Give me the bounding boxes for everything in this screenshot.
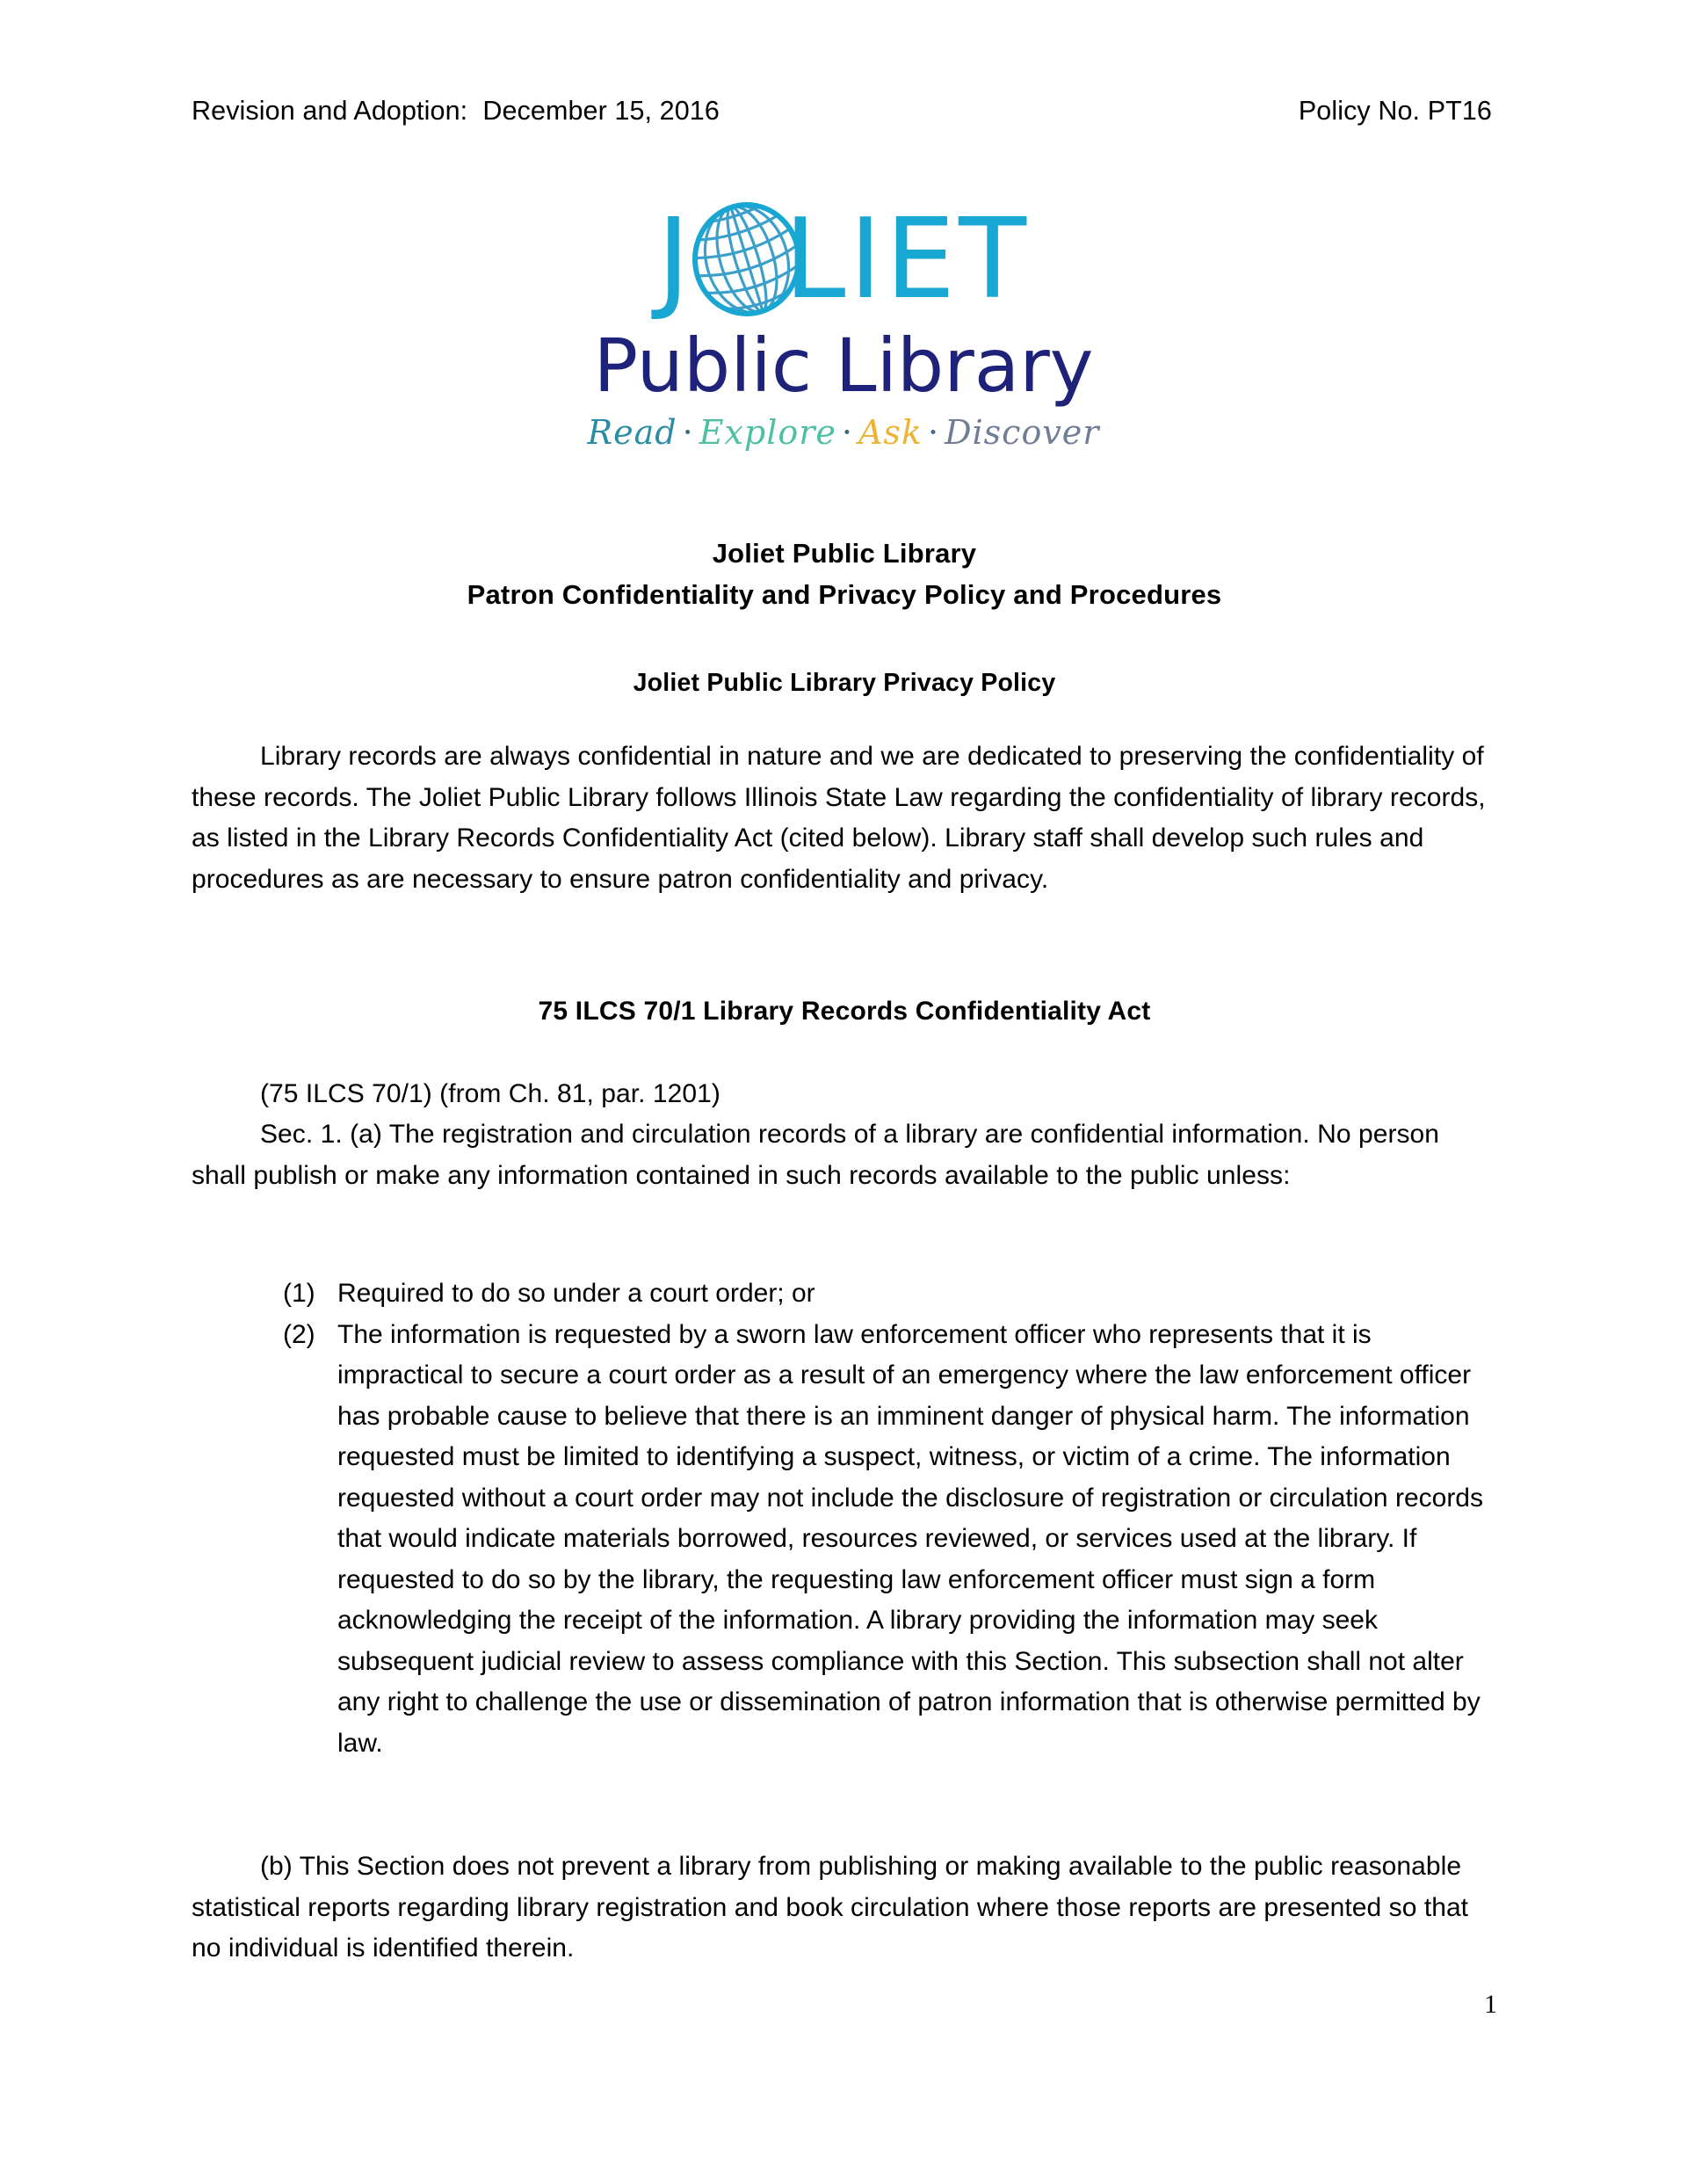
list-item <box>283 1273 1500 1315</box>
tagline-dot-1: · <box>682 413 694 452</box>
list-item-marker: (2) <box>283 1319 315 1349</box>
page-number: 1 <box>1484 1990 1497 2019</box>
privacy-policy-paragraph: Library records are always confidential in nature and we are dedicated to preserving the confidentiality of these records. The Joliet Public Library follows Illinois State Law regarding the confidentiality of library records, as listed in the Library Records Confidentiality Act (cited below). Library staff shall develop such rules and procedures as are necessary to ensure patron confidentiality and privacy. <box>192 742 1486 894</box>
list-item-text: The information is requested by a sworn law enforcement officer who represents that it is impractical to secure a court order as a result of an emergency where the law enforcement officer has probable cause to believe that there is an imminent danger of physical harm. The information requested must be limited to identifying a suspect, witness, or victim of a crime. The information requested without a court order may not include the disclosure of registration or circulation records that would indicate materials borrowed, resources reviewed, or services used at the library. If requested to do so by the library, the requesting law enforcement officer must sign a form acknowledging the receipt of the information. A library providing the information may seek subsequent judicial review to assess compliance with this Section. This subsection shall not alter any right to challenge the use or dissemination of patron information that is otherwise permitted by law. <box>337 1319 1483 1758</box>
page-title-line-2: Patron Confidentiality and Privacy Policy and Procedures <box>467 579 1222 610</box>
library-logo <box>0 193 1687 455</box>
tagline-read: Read <box>587 413 677 452</box>
privacy-policy-subtitle: Joliet Public Library Privacy Policy <box>633 669 1056 697</box>
list-item-marker: (1) <box>283 1279 315 1308</box>
section-1b-paragraph: (b) This Section does not prevent a library from publishing or making available to the public reasonable statistical reports regarding library registration and book circulation where those reports are presented so that no individual is identified therein. <box>192 1852 1469 1963</box>
conditions-list <box>283 1273 1500 1764</box>
section-1a-paragraph: Sec. 1. (a) The registration and circulation records of a library are confidential information. No person shall publish or make any information contained in such records available to the public unless: <box>192 1120 1440 1190</box>
globe-icon <box>688 200 806 319</box>
logo-joliet-text: J LIET <box>656 194 1031 323</box>
list-item-text: Required to do so under a court order; or <box>337 1279 815 1308</box>
page-title <box>192 533 1497 615</box>
tagline-dot-3: · <box>927 413 940 452</box>
logo-public-library-text: Public Library <box>593 323 1094 409</box>
page-title-line-1: Joliet Public Library <box>712 538 977 569</box>
logo-tagline <box>588 410 1100 455</box>
revision-date-text: Revision and Adoption: December 15, 2016 <box>192 96 720 126</box>
tagline-ask: Ask <box>858 413 923 452</box>
ilcs-act-heading: 75 ILCS 70/1 Library Records Confidentiality Act <box>538 997 1151 1026</box>
policy-number-text: Policy No. PT16 <box>1298 96 1492 126</box>
list-item <box>283 1315 1500 1765</box>
document-header <box>192 95 1497 127</box>
tagline-discover: Discover <box>945 413 1100 452</box>
tagline-explore: Explore <box>699 413 836 452</box>
tagline-dot-2: · <box>841 413 853 452</box>
logo-wordmark <box>597 193 1090 327</box>
ilcs-citation-line: (75 ILCS 70/1) (from Ch. 81, par. 1201) <box>260 1079 720 1108</box>
